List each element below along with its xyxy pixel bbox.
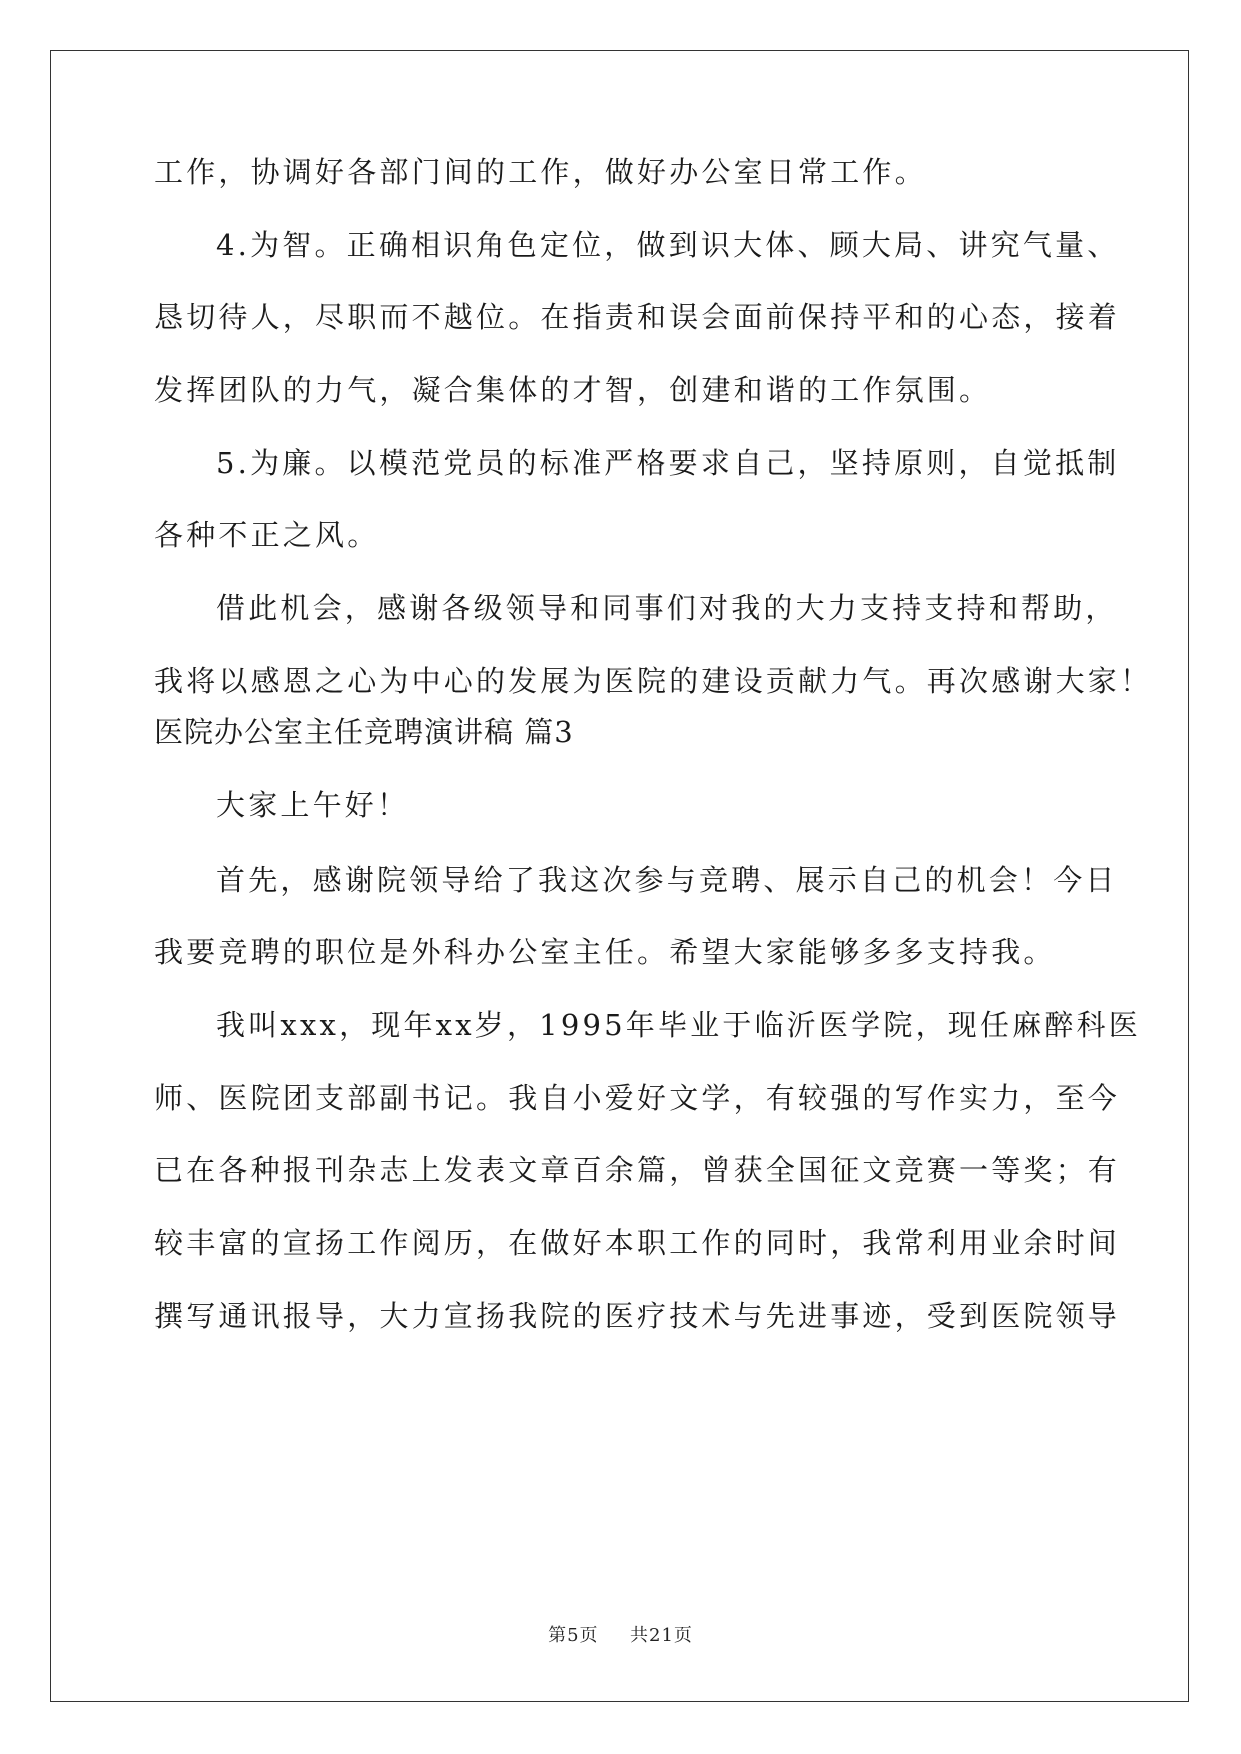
text-line-5: 5.为廉。以模范党员的标准严格要求自己，坚持原则，自觉抵制 bbox=[216, 446, 1120, 480]
text-line-7: 借此机会，感谢各级领导和同事们对我的大力支持支持和帮助， bbox=[216, 591, 1118, 625]
text-line-14: 师、医院团支部副书记。我自小爱好文学，有较强的写作实力，至今 bbox=[154, 1081, 1121, 1115]
text-line-15: 已在各种报刊杂志上发表文章百余篇，曾获全国征文竞赛一等奖；有 bbox=[154, 1153, 1121, 1187]
section-heading: 医院办公室主任竞聘演讲稿 篇3 bbox=[154, 715, 574, 749]
text-line-12: 我要竞聘的职位是外科办公室主任。希望大家能够多多支持我。 bbox=[154, 935, 1056, 969]
text-line-11: 首先，感谢院领导给了我这次参与竞聘、展示自己的机会！今日 bbox=[216, 863, 1118, 897]
text-line-4: 发挥团队的力气，凝合集体的才智，创建和谐的工作氛围。 bbox=[154, 373, 992, 407]
text-line-3: 恳切待人，尽职而不越位。在指责和误会面前保持平和的心态，接着 bbox=[154, 300, 1121, 334]
text-line-10: 大家上午好！ bbox=[216, 788, 410, 822]
page-number: 第5页 bbox=[548, 1625, 599, 1646]
text-line-13: 我叫xxx，现年xx岁，1995年毕业于临沂医学院，现任麻醉科医 bbox=[216, 1008, 1141, 1042]
total-pages: 共21页 bbox=[630, 1625, 693, 1646]
text-line-8: 我将以感恩之心为中心的发展为医院的建设贡献力气。再次感谢大家！ bbox=[154, 664, 1153, 698]
text-line-1: 工作，协调好各部门间的工作，做好办公室日常工作。 bbox=[154, 155, 927, 189]
text-line-6: 各种不正之风。 bbox=[154, 518, 380, 552]
text-line-16: 较丰富的宣扬工作阅历，在做好本职工作的同时，我常利用业余时间 bbox=[154, 1226, 1121, 1260]
text-line-2: 4.为智。正确相识角色定位，做到识大体、顾大局、讲究气量、 bbox=[216, 228, 1120, 262]
text-line-17: 撰写通讯报导，大力宣扬我院的医疗技术与先进事迹，受到医院领导 bbox=[154, 1299, 1121, 1333]
page-footer bbox=[0, 1624, 1241, 1648]
